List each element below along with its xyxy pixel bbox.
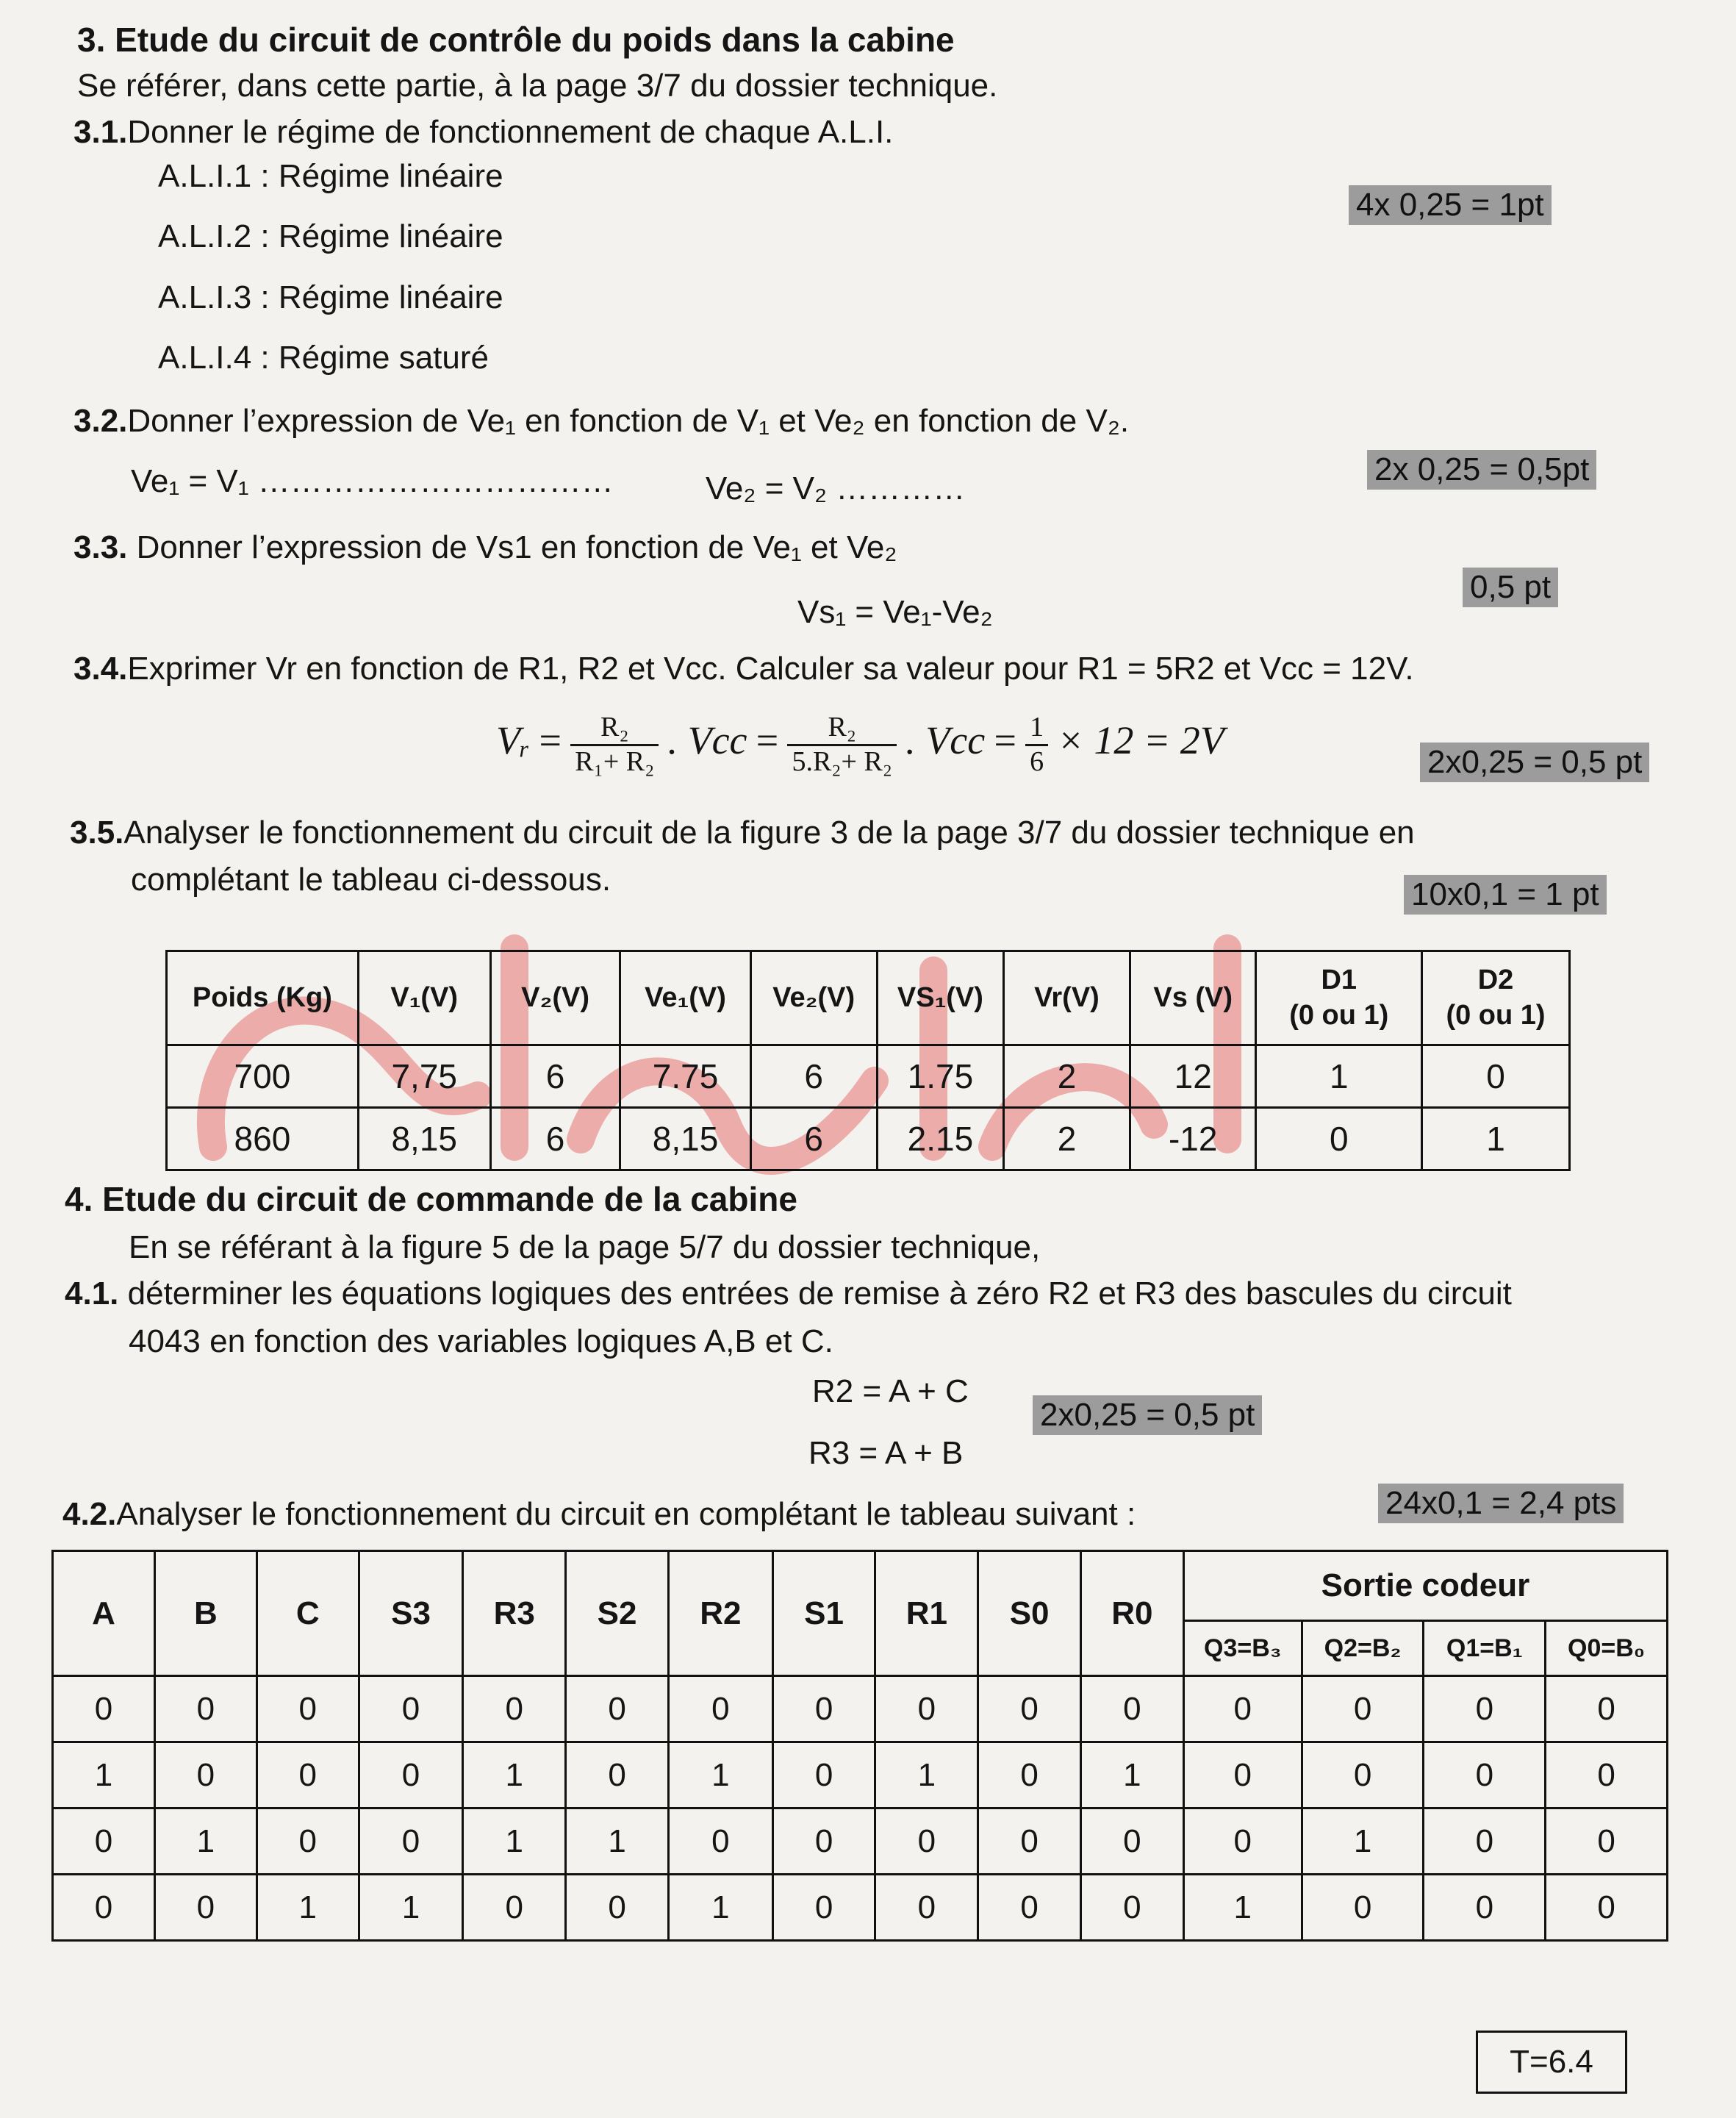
formula-vr (496, 712, 1224, 778)
cell: 0 (566, 1676, 669, 1742)
cell: 0 (1424, 1808, 1546, 1875)
cell: 1 (1256, 1045, 1422, 1108)
cell: 0 (1546, 1808, 1668, 1875)
header-r3: R3 (463, 1551, 566, 1676)
cell: 0 (1183, 1676, 1302, 1742)
header-c: C (257, 1551, 359, 1676)
fraction (787, 712, 897, 778)
cell: 0 (1424, 1676, 1546, 1742)
question-number: 3.3. (73, 529, 128, 565)
header-label: D1 (1321, 965, 1357, 995)
cell: 0 (154, 1742, 257, 1808)
cell: 0 (1256, 1108, 1422, 1170)
header-a: A (53, 1551, 155, 1676)
cell: 12 (1130, 1045, 1256, 1108)
question-3-2 (73, 403, 1129, 440)
question-text: Exprimer Vr en fonction de R1, R2 et Vcc. Calculer sa valeur pour R1 = 5R2 et Vcc = 12V. (127, 651, 1414, 687)
cell: 0 (53, 1676, 155, 1742)
question-number: 4.1. (65, 1276, 119, 1312)
fraction (1025, 712, 1048, 778)
cell: 0 (53, 1808, 155, 1875)
header-ve1: Ve₁(V) (620, 951, 750, 1045)
cell: 0 (772, 1875, 875, 1941)
cell: 0 (1080, 1808, 1183, 1875)
cell: 1 (875, 1742, 978, 1808)
cell: 0 (978, 1875, 1081, 1941)
answer-ali-3: A.L.I.3 : Régime linéaire (158, 279, 503, 315)
cell: 0 (566, 1742, 669, 1808)
total-score-box: T=6.4 (1476, 2031, 1627, 2094)
cell: 0 (154, 1676, 257, 1742)
cell: 7,75 (358, 1045, 490, 1108)
cell: 0 (566, 1875, 669, 1941)
cell: 1 (257, 1875, 359, 1941)
table-row (53, 1808, 1668, 1875)
cell: 2 (1004, 1045, 1130, 1108)
header-d2 (1422, 951, 1570, 1045)
cell: 0 (772, 1742, 875, 1808)
cell: 1 (1080, 1742, 1183, 1808)
cell: 6 (490, 1045, 620, 1108)
header-q0: Q0=B₀ (1546, 1621, 1668, 1676)
cell: 8,15 (358, 1108, 490, 1170)
cell: 0 (1546, 1676, 1668, 1742)
table-header-row (53, 1551, 1668, 1621)
question-number: 3.2. (73, 403, 128, 439)
formula-part: = (756, 718, 779, 762)
question-3-3 (73, 529, 897, 567)
cell: 0 (53, 1875, 155, 1941)
formula-part: × 12 = 2V (1057, 718, 1224, 762)
cell: 0 (1546, 1875, 1668, 1941)
section-3-title: 3. Etude du circuit de contrôle du poids dans la cabine (77, 21, 955, 59)
formula-part: . Vcc (667, 718, 747, 762)
table-row (167, 1045, 1570, 1108)
weight-analysis-table (165, 950, 1571, 1171)
cell: 6 (490, 1108, 620, 1170)
answer-ali-1: A.L.I.1 : Régime linéaire (158, 158, 503, 194)
cell: 2 (1004, 1108, 1130, 1170)
header-v2: V₂(V) (490, 951, 620, 1045)
header-b: B (154, 1551, 257, 1676)
formula-part: Vᵣ (496, 718, 531, 762)
cell: 1 (463, 1808, 566, 1875)
cell: 1.75 (877, 1045, 1003, 1108)
cell: 0 (154, 1875, 257, 1941)
cell: 0 (1183, 1808, 1302, 1875)
header-s3: S3 (359, 1551, 463, 1676)
cell: 0 (978, 1808, 1081, 1875)
numerator: R₂ (787, 712, 897, 746)
score-badge: 2x 0,25 = 0,5pt (1367, 450, 1596, 490)
cell: 0 (359, 1808, 463, 1875)
denominator: 6 (1030, 745, 1044, 777)
cell: 6 (750, 1045, 877, 1108)
header-v1: V₁(V) (358, 951, 490, 1045)
cell: 7.75 (620, 1045, 750, 1108)
numerator: 1 (1025, 712, 1048, 746)
question-3-1 (73, 114, 893, 151)
equation-r3: R3 = A + B (808, 1435, 964, 1471)
cell: 0 (1546, 1742, 1668, 1808)
question-3-5 (70, 815, 1415, 852)
cell: 0 (257, 1808, 359, 1875)
answer-ve1: Ve₁ = V₁ …………………………… (131, 463, 614, 499)
cell: 2.15 (877, 1108, 1003, 1170)
header-vs: Vs (V) (1130, 951, 1256, 1045)
header-sub: (0 ou 1) (1446, 999, 1546, 1031)
cell: 1 (1302, 1808, 1424, 1875)
cell: 0 (875, 1808, 978, 1875)
score-badge: 2x0,25 = 0,5 pt (1420, 743, 1649, 782)
cell: 1 (1183, 1875, 1302, 1941)
question-text: Donner l’expression de Vs1 en fonction de Ve₁ et Ve₂ (136, 529, 897, 565)
answer-vs1: Vs₁ = Ve₁-Ve₂ (797, 594, 993, 630)
score-badge: 24x0,1 = 2,4 pts (1378, 1484, 1624, 1523)
table-row (53, 1875, 1668, 1941)
cell: 0 (1422, 1045, 1570, 1108)
header-s0: S0 (978, 1551, 1081, 1676)
header-poids: Poids (Kg) (167, 951, 359, 1045)
cell: 0 (772, 1676, 875, 1742)
table-row (53, 1742, 1668, 1808)
section-4-intro: En se référant à la figure 5 de la page 5/7 du dossier technique, (129, 1229, 1041, 1265)
cell: 1 (53, 1742, 155, 1808)
header-sub: (0 ou 1) (1289, 999, 1389, 1031)
header-r1: R1 (875, 1551, 978, 1676)
cell: 1 (566, 1808, 669, 1875)
section-4-title: 4. Etude du circuit de commande de la cabine (65, 1180, 797, 1218)
logic-truth-table (51, 1550, 1668, 1942)
answer-ali-4: A.L.I.4 : Régime saturé (158, 340, 489, 376)
cell: -12 (1130, 1108, 1256, 1170)
question-3-5-cont: complétant le tableau ci-dessous. (131, 862, 611, 898)
formula-part: . Vcc (905, 718, 986, 762)
question-text: Donner le régime de fonctionnement de chaque A.L.I. (127, 114, 894, 150)
question-4-2 (62, 1496, 1136, 1534)
score-badge: 4x 0,25 = 1pt (1349, 185, 1552, 225)
header-vs1: VS₁(V) (877, 951, 1003, 1045)
cell: 0 (1302, 1875, 1424, 1941)
formula-part: = (994, 718, 1016, 762)
question-text: déterminer les équations logiques des entrées de remise à zéro R2 et R3 des bascules du circuit (127, 1276, 1512, 1312)
question-text: Analyser le fonctionnement du circuit de la figure 3 de la page 3/7 du dossier technique en (123, 815, 1415, 851)
cell: 1 (668, 1875, 772, 1941)
cell: 0 (257, 1742, 359, 1808)
cell: 0 (1080, 1875, 1183, 1941)
score-badge: 0,5 pt (1463, 568, 1558, 607)
table-row (167, 1108, 1570, 1170)
header-ve2: Ve₂(V) (750, 951, 877, 1045)
cell: 1 (1422, 1108, 1570, 1170)
cell: 0 (257, 1676, 359, 1742)
cell: 8,15 (620, 1108, 750, 1170)
cell: 0 (359, 1676, 463, 1742)
answer-ve2: Ve₂ = V₂ ………… (706, 471, 966, 507)
answer-ali-2: A.L.I.2 : Régime linéaire (158, 218, 503, 254)
cell: 0 (1183, 1742, 1302, 1808)
header-s2: S2 (566, 1551, 669, 1676)
section-3-intro: Se référer, dans cette partie, à la page 3/7 du dossier technique. (77, 68, 998, 104)
cell: 0 (772, 1808, 875, 1875)
question-number: 3.4. (73, 651, 128, 687)
cell: 0 (463, 1676, 566, 1742)
cell: 0 (1080, 1676, 1183, 1742)
cell: 0 (1302, 1742, 1424, 1808)
cell: 0 (875, 1875, 978, 1941)
cell: 700 (167, 1045, 359, 1108)
header-r0: R0 (1080, 1551, 1183, 1676)
cell: 0 (668, 1676, 772, 1742)
numerator: R₂ (570, 712, 659, 746)
table-header-row (167, 951, 1570, 1045)
cell: 1 (154, 1808, 257, 1875)
cell: 1 (463, 1742, 566, 1808)
header-vr: Vr(V) (1004, 951, 1130, 1045)
header-label: D2 (1477, 965, 1514, 995)
equation-r2: R2 = A + C (812, 1373, 969, 1409)
header-r2: R2 (668, 1551, 772, 1676)
cell: 0 (1302, 1676, 1424, 1742)
formula-part: = (539, 718, 562, 762)
cell: 0 (463, 1875, 566, 1941)
cell: 0 (875, 1676, 978, 1742)
header-sortie-codeur: Sortie codeur (1183, 1551, 1667, 1621)
score-badge: 10x0,1 = 1 pt (1404, 875, 1607, 915)
cell: 1 (668, 1742, 772, 1808)
question-3-4 (73, 651, 1414, 688)
cell: 0 (1424, 1875, 1546, 1941)
question-number: 3.1. (73, 114, 128, 150)
cell: 6 (750, 1108, 877, 1170)
cell: 0 (978, 1742, 1081, 1808)
header-q2: Q2=B₂ (1302, 1621, 1424, 1676)
denominator: R₁+ R₂ (575, 745, 655, 777)
denominator: 5.R₂+ R₂ (792, 745, 893, 777)
question-text: Donner l’expression de Ve₁ en fonction de V₁ et Ve₂ en fonction de V₂. (127, 403, 1130, 439)
header-d1 (1256, 951, 1422, 1045)
fraction (570, 712, 659, 778)
cell: 0 (359, 1742, 463, 1808)
question-4-1 (65, 1276, 1512, 1313)
cell: 1 (359, 1875, 463, 1941)
question-number: 4.2. (62, 1496, 117, 1532)
question-number: 3.5. (70, 815, 124, 851)
table-row (53, 1676, 1668, 1742)
cell: 0 (668, 1808, 772, 1875)
cell: 0 (978, 1676, 1081, 1742)
cell: 0 (1424, 1742, 1546, 1808)
header-q1: Q1=B₁ (1424, 1621, 1546, 1676)
header-s1: S1 (772, 1551, 875, 1676)
cell: 860 (167, 1108, 359, 1170)
question-text: Analyser le fonctionnement du circuit en complétant le tableau suivant : (116, 1496, 1136, 1532)
question-4-1-cont: 4043 en fonction des variables logiques A,B et C. (129, 1323, 833, 1359)
score-badge: 2x0,25 = 0,5 pt (1033, 1395, 1262, 1435)
header-q3: Q3=B₃ (1183, 1621, 1302, 1676)
